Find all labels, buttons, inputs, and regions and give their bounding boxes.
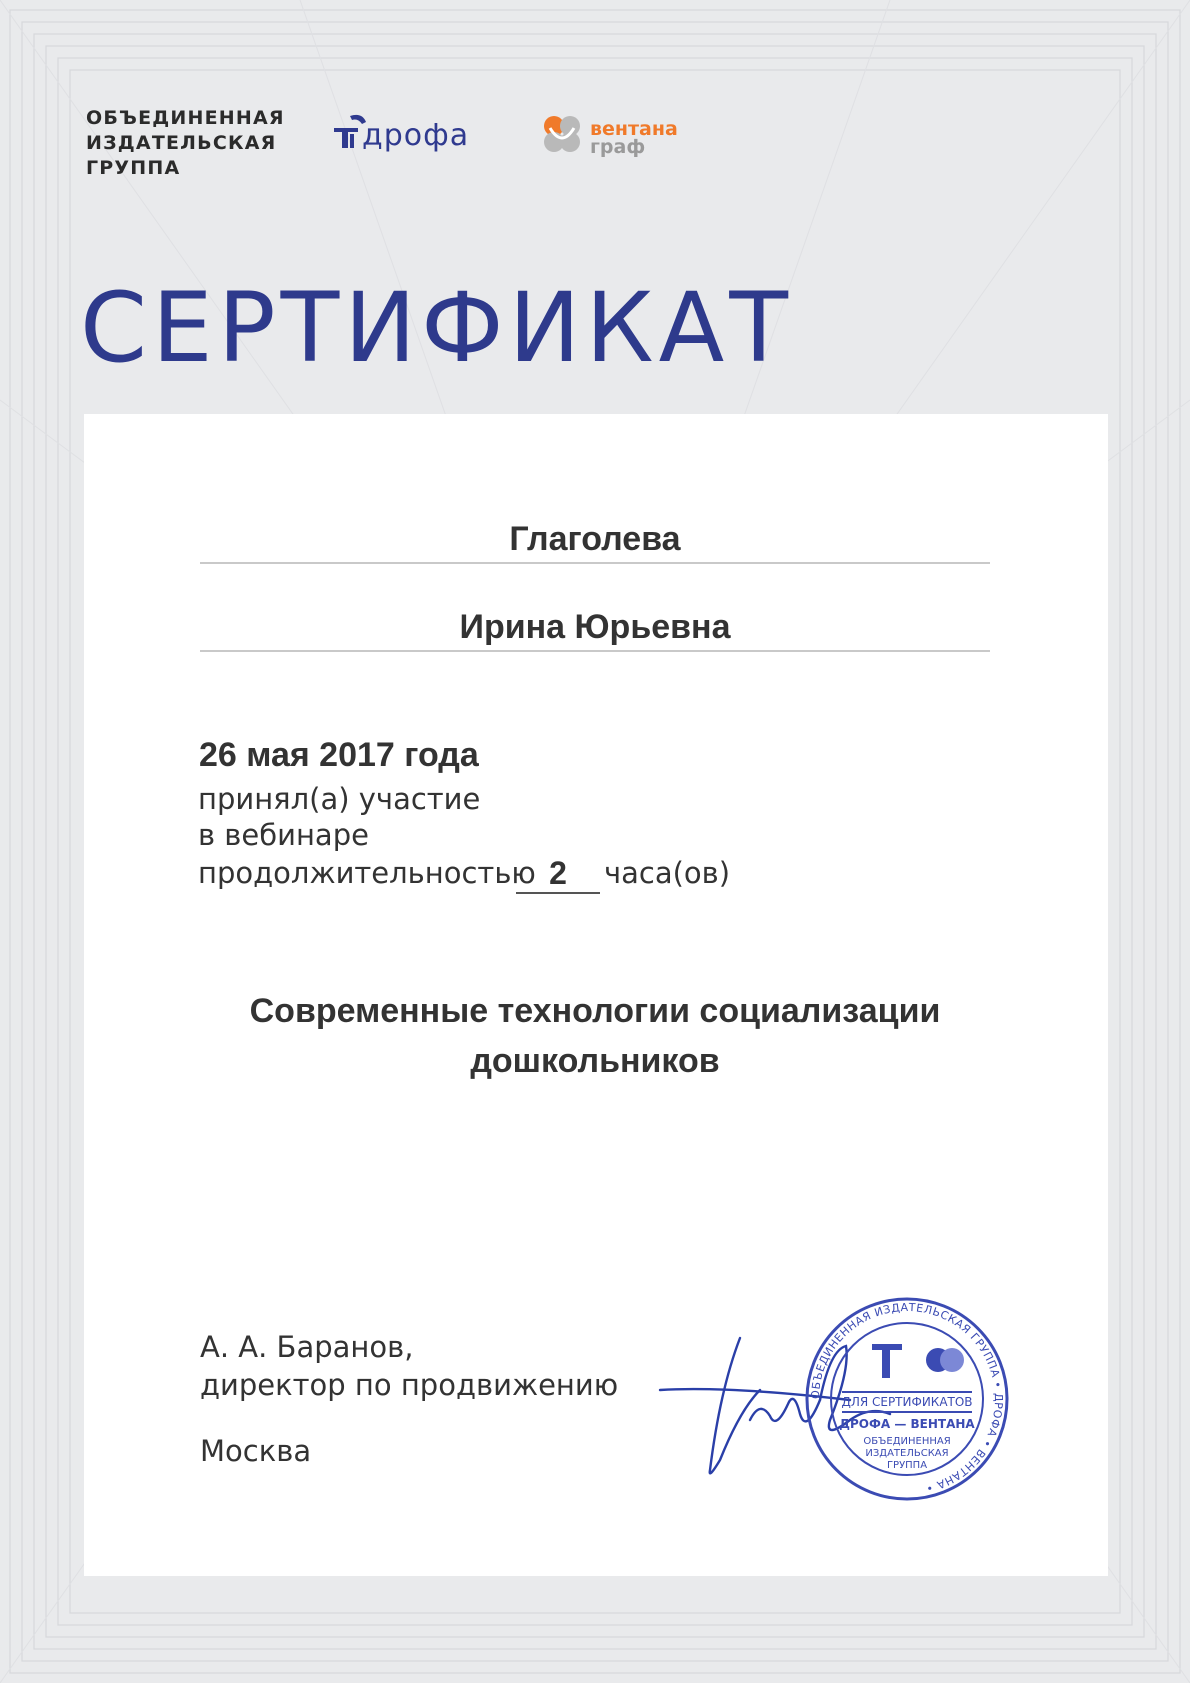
group-line-1: ОБЪЕДИНЕННАЯ [86,107,285,129]
ventana-logo-line2: граф [590,136,646,158]
signer-name: А. А. Баранов, [200,1330,414,1364]
signer-block [200,1328,618,1404]
webinar-text: в вебинаре [198,818,369,852]
given-name-underline [200,650,990,652]
official-stamp [802,1294,1012,1504]
stamp-inner-middle: ДРОФА — ВЕНТАНА [839,1417,975,1431]
drofa-logo-text: дрофа [362,118,470,153]
signer-position: директор по продвижению [200,1368,619,1402]
event-date: 26 мая 2017 года [199,736,479,774]
topic-line-2: дошкольников [470,1042,720,1080]
stamp-inner-bottom-1: ОБЪЕДИНЕННАЯ [863,1436,951,1447]
topic-line-1: Современные технологии социализации [249,992,941,1030]
surname-underline [200,562,990,564]
group-line-3: ГРУППА [86,157,181,179]
ventana-flower-icon [540,112,584,156]
group-line-2: ИЗДАТЕЛЬСКАЯ [86,132,277,154]
hours-value: 2 [516,854,600,894]
participated-text: принял(а) участие [198,782,481,816]
city: Москва [200,1434,312,1468]
stamp-inner-bottom-2: ИЗДАТЕЛЬСКАЯ [865,1448,949,1459]
stamp-inner-bottom-3: ГРУППА [886,1460,928,1471]
webinar-topic [200,986,990,1086]
ventana-logo-line1: вентана [590,118,678,140]
hours-unit: часа(ов) [604,856,731,890]
recipient-surname: Глаголева [509,520,681,558]
stamp-outer-ring-text: ОБЪЕДИНЕННАЯ ИЗДАТЕЛЬСКАЯ ГРУППА • ДРОФА • ВЕНТАНА • [808,1300,1006,1495]
recipient-given-name: Ирина Юрьевна [459,608,731,646]
publisher-group-logo [86,106,285,181]
certificate-title: СЕРТИФИКАТ [80,272,793,384]
duration-label: продолжительностью [198,856,536,890]
stamp-inner-top: ДЛЯ СЕРТИФИКАТОВ [841,1395,973,1409]
